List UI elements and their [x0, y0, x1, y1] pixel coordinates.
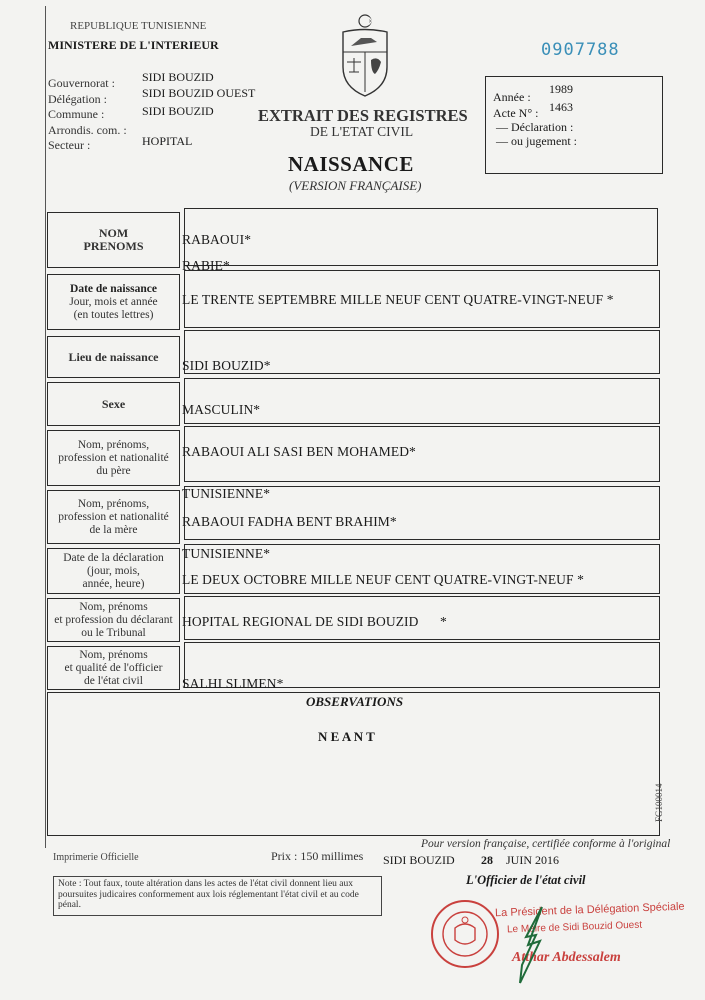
- prenoms-value: RABIE*: [182, 258, 230, 273]
- mere-value: RABAOUI FADHA BENT BRAHIM*: [182, 514, 397, 529]
- declarant-label-cell: [47, 598, 180, 642]
- officier-label-3: de l'état civil: [84, 674, 143, 687]
- official-seal-stamp: [429, 898, 501, 970]
- serial-number: 0907788: [541, 40, 620, 60]
- observations-box: [47, 692, 660, 836]
- lieu-label: Lieu de naissance: [68, 349, 159, 364]
- nom-label: NOM: [98, 226, 129, 240]
- stamp-line-1: La Président de la Délégation Spéciale: [494, 900, 685, 920]
- decl-label-1: Date de la déclaration: [63, 551, 164, 564]
- margin-line: [45, 6, 46, 848]
- pere-label-1: Nom, prénoms,: [77, 438, 150, 451]
- pere-value: RABAOUI ALI SASI BEN MOHAMED*: [182, 444, 416, 459]
- ministry-label: MINISTERE DE L'INTERIEUR: [48, 38, 219, 52]
- admin-labels: [48, 76, 127, 154]
- republic-label: REPUBLIQUE TUNISIENNE: [70, 20, 207, 32]
- mere-nationalite-value: TUNISIENNE*: [182, 546, 271, 561]
- officier-value: SALHI SLIMEN*: [182, 676, 284, 691]
- declarant-star: *: [440, 614, 447, 629]
- date-label-1: Date de naissance: [70, 282, 157, 295]
- secteur-label: Secteur :: [48, 138, 91, 152]
- officer-title: L'Officier de l'état civil: [466, 873, 586, 887]
- nom-value: RABAOUI*: [182, 232, 252, 247]
- pere-label-3: du père: [96, 464, 131, 477]
- pere-nationalite-value: TUNISIENNE*: [182, 486, 271, 501]
- title-extrait: EXTRAIT DES REGISTRES: [258, 106, 468, 125]
- declarant-value: HOPITAL REGIONAL DE SIDI BOUZID: [182, 614, 419, 629]
- signature-mark: [500, 905, 560, 985]
- delegation-label: Délégation :: [48, 91, 107, 106]
- commune-label: Commune :: [48, 107, 105, 121]
- printer-label: Imprimerie Officielle: [53, 852, 139, 863]
- annee-label: Année :: [493, 90, 531, 104]
- jugement-label: — ou jugement :: [496, 134, 577, 148]
- gouvernorat-value: SIDI BOUZID: [142, 70, 214, 84]
- declaration-label: — Déclaration :: [496, 120, 574, 134]
- declarant-label-2: et profession du déclarant: [54, 613, 173, 626]
- declarant-label-3: ou le Tribunal: [81, 626, 146, 639]
- delegation-value: SIDI BOUZID OUEST: [142, 86, 256, 100]
- prenoms-label: PRENOMS: [83, 239, 144, 253]
- observations-value: N E A N T: [318, 729, 375, 744]
- officier-label-1: Nom, prénoms: [79, 648, 148, 661]
- observations-title: OBSERVATIONS: [306, 694, 404, 709]
- decl-label-3: année, heure): [82, 577, 145, 590]
- mere-label-3: de la mère: [89, 523, 138, 536]
- decl-label-2: (jour, mois,: [87, 564, 140, 577]
- acte-label: Acte N° :: [493, 106, 539, 120]
- sexe-value: MASCULIN*: [182, 402, 261, 417]
- price-label: Prix : 150 millimes: [271, 849, 364, 863]
- acte-value: 1463: [549, 100, 573, 114]
- title-version: (VERSION FRANÇAISE): [289, 178, 422, 193]
- nom-prenoms-label-cell: [47, 212, 180, 268]
- sexe-label-cell: [47, 382, 180, 426]
- note-text: Note : Tout faux, toute altération dans les actes de l'état civil donnent lieu aux poursuites judicaires conformement aux lois réglementant l'état civil et au code pénal.: [58, 879, 359, 910]
- mere-label-cell: [47, 490, 180, 544]
- annee-value: 1989: [549, 82, 573, 96]
- lieu-label-cell: [47, 336, 180, 378]
- officier-label-2: et qualité de l'officier: [64, 661, 163, 674]
- date-naissance-label-cell: [47, 274, 180, 330]
- signature-name: Atthar Abdessalem: [512, 950, 621, 965]
- title-etat-civil: DE L'ETAT CIVIL: [310, 124, 414, 139]
- date-label-3: (en toutes lettres): [73, 308, 154, 321]
- commune-value: SIDI BOUZID: [142, 104, 214, 118]
- day-value: 28: [481, 853, 493, 867]
- officier-label-cell: [47, 646, 180, 690]
- lieu-value: SIDI BOUZID*: [182, 358, 271, 373]
- certified-label: Pour version française, certifiée conforme à l'original: [421, 838, 671, 850]
- pere-label-2: profession et nationalité: [58, 451, 169, 464]
- declarant-label-1: Nom, prénoms: [79, 600, 148, 613]
- pere-label-cell: [47, 430, 180, 486]
- stamp-line-2: Le Maire de Sidi Bouzid Ouest: [506, 919, 643, 936]
- mere-label-1: Nom, prénoms,: [77, 497, 150, 510]
- title-naissance: NAISSANCE: [288, 152, 414, 176]
- gouvernorat-label: Gouvernorat :: [48, 76, 115, 90]
- nom-value-box: [184, 208, 658, 266]
- mere-label-2: profession et nationalité: [58, 510, 169, 523]
- arrondissement-label: Arrondis. com. :: [48, 122, 127, 137]
- date-label-2: Jour, mois et année: [69, 295, 158, 308]
- place-value: SIDI BOUZID: [383, 853, 455, 867]
- month-year-value: JUIN 2016: [506, 853, 559, 867]
- declaration-value: LE DEUX OCTOBRE MILLE NEUF CENT QUATRE-VINGT-NEUF *: [182, 572, 584, 587]
- date-naissance-value: LE TRENTE SEPTEMBRE MILLE NEUF CENT QUATRE-VINGT-NEUF *: [182, 292, 614, 307]
- sexe-label: Sexe: [101, 396, 126, 411]
- declaration-label-cell: [47, 548, 180, 594]
- secteur-value: HOPITAL: [142, 134, 193, 148]
- coat-of-arms-emblem: [335, 12, 395, 102]
- side-code: FG100014: [654, 783, 664, 822]
